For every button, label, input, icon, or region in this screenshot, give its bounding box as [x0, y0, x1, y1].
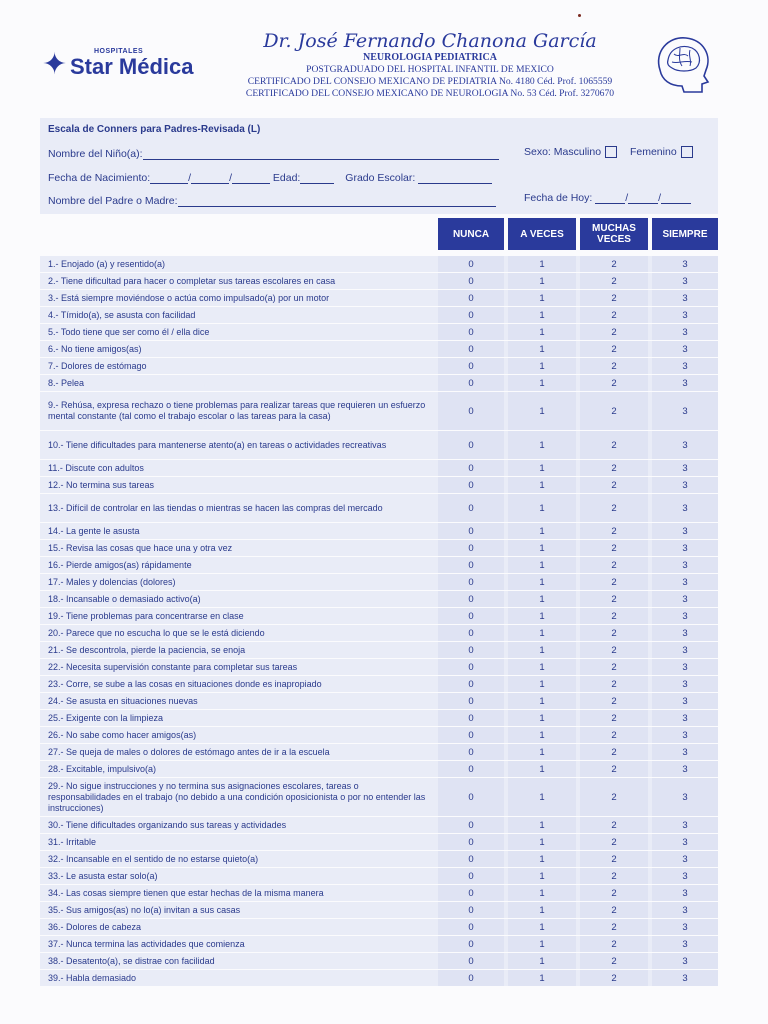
male-checkbox[interactable] [605, 146, 617, 158]
credential-line-3: CERTIFICADO DEL CONSEJO MEXICANO DE NEUROLOGIA No. 53 Céd. Prof. 3270670 [245, 88, 615, 99]
stray-mark [578, 14, 581, 17]
score-option-0[interactable]: 0 [438, 868, 504, 884]
child-name-line[interactable] [143, 149, 499, 160]
score-option-3[interactable]: 3 [652, 744, 718, 760]
score-option-0[interactable]: 0 [438, 693, 504, 709]
score-option-3[interactable]: 3 [652, 868, 718, 884]
table-row [40, 744, 718, 760]
score-option-3[interactable]: 3 [652, 523, 718, 539]
score-option-3[interactable]: 3 [652, 727, 718, 743]
question-text: 23.- Corre, se sube a las cosas en situaciones donde es inapropiado [48, 678, 322, 689]
dob-year-line[interactable] [232, 173, 270, 184]
score-option-0[interactable]: 0 [438, 710, 504, 726]
score-option-1[interactable]: 1 [508, 608, 576, 624]
table-row [40, 256, 718, 272]
score-option-3[interactable]: 3 [652, 392, 718, 430]
score-option-0[interactable]: 0 [438, 256, 504, 272]
score-option-0[interactable]: 0 [438, 642, 504, 658]
score-option-2[interactable]: 2 [580, 273, 648, 289]
score-option-2[interactable]: 2 [580, 817, 648, 833]
question-text: 28.- Excitable, impulsivo(a) [48, 763, 157, 774]
table-row [40, 936, 718, 952]
score-option-1[interactable]: 1 [508, 970, 576, 986]
question-text: 7.- Dolores de estómago [48, 360, 147, 371]
score-option-0[interactable]: 0 [438, 761, 504, 777]
form-title: Escala de Conners para Padres-Revisada (L) [48, 124, 261, 135]
score-option-2[interactable]: 2 [580, 307, 648, 323]
score-option-1[interactable]: 1 [508, 273, 576, 289]
score-option-3[interactable]: 3 [652, 885, 718, 901]
score-option-2[interactable]: 2 [580, 851, 648, 867]
head-brain-icon [648, 30, 716, 98]
score-option-1[interactable]: 1 [508, 761, 576, 777]
score-option-1[interactable]: 1 [508, 936, 576, 952]
question-text: 20.- Parece que no escucha lo que se le está diciendo [48, 627, 265, 638]
score-option-2[interactable]: 2 [580, 953, 648, 969]
today-sep-1: / [625, 192, 629, 204]
question-text: 8.- Pelea [48, 377, 85, 388]
score-option-3[interactable]: 3 [652, 477, 718, 493]
child-name-label: Nombre del Niño(a): [48, 148, 143, 160]
question-text: 14.- La gente le asusta [48, 525, 140, 536]
score-option-3[interactable]: 3 [652, 902, 718, 918]
question-text: 25.- Exigente con la limpieza [48, 712, 164, 723]
score-option-1[interactable]: 1 [508, 290, 576, 306]
table-row [40, 868, 718, 884]
score-option-1[interactable]: 1 [508, 778, 576, 816]
score-option-3[interactable]: 3 [652, 574, 718, 590]
question-text: 2.- Tiene dificultad para hacer o completar sus tareas escolares en casa [48, 275, 336, 286]
score-option-2[interactable]: 2 [580, 523, 648, 539]
question-text: 31.- Irritable [48, 836, 97, 847]
question-text: 13.- Difícil de controlar en las tiendas o mientras se hacen las compras del mercado [48, 502, 383, 513]
question-text: 4.- Tímido(a), se asusta con facilidad [48, 309, 196, 320]
score-option-2[interactable]: 2 [580, 778, 648, 816]
table-row [40, 375, 718, 391]
score-option-0[interactable]: 0 [438, 919, 504, 935]
score-option-0[interactable]: 0 [438, 834, 504, 850]
question-text: 36.- Dolores de cabeza [48, 921, 142, 932]
today-sep-2: / [658, 192, 662, 204]
specialty: NEUROLOGIA PEDIATRICA [363, 52, 497, 63]
table-row [40, 778, 718, 816]
today-label: Fecha de Hoy: [524, 192, 593, 204]
score-option-3[interactable]: 3 [652, 936, 718, 952]
score-option-0[interactable]: 0 [438, 324, 504, 340]
column-header-nunca: NUNCA [438, 218, 504, 250]
score-option-3[interactable]: 3 [652, 761, 718, 777]
logo-hospitales-text: HOSPITALES [94, 48, 144, 55]
question-text: 12.- No termina sus tareas [48, 479, 155, 490]
question-text: 10.- Tiene dificultades para mantenerse atento(a) en tareas o actividades recreativas [48, 439, 387, 450]
score-option-1[interactable]: 1 [508, 868, 576, 884]
score-option-0[interactable]: 0 [438, 727, 504, 743]
score-option-0[interactable]: 0 [438, 970, 504, 986]
question-text: 26.- No sabe como hacer amigos(as) [48, 729, 197, 740]
score-option-2[interactable]: 2 [580, 494, 648, 522]
score-option-2[interactable]: 2 [580, 256, 648, 272]
table-row [40, 625, 718, 641]
table-row [40, 885, 718, 901]
score-option-1[interactable]: 1 [508, 676, 576, 692]
score-option-3[interactable]: 3 [652, 676, 718, 692]
score-option-3[interactable]: 3 [652, 431, 718, 459]
score-option-0[interactable]: 0 [438, 817, 504, 833]
score-option-1[interactable]: 1 [508, 324, 576, 340]
table-row [40, 290, 718, 306]
question-text: 33.- Le asusta estar solo(a) [48, 870, 158, 881]
score-option-2[interactable]: 2 [580, 324, 648, 340]
score-option-0[interactable]: 0 [438, 477, 504, 493]
question-text: 38.- Desatento(a), se distrae con facilidad [48, 955, 215, 966]
score-option-2[interactable]: 2 [580, 341, 648, 357]
score-option-0[interactable]: 0 [438, 341, 504, 357]
parent-line[interactable] [178, 196, 496, 207]
table-row [40, 358, 718, 374]
score-option-1[interactable]: 1 [508, 523, 576, 539]
score-option-0[interactable]: 0 [438, 953, 504, 969]
table-row [40, 392, 718, 430]
question-text: 1.- Enojado (a) y resentido(a) [48, 258, 166, 269]
score-option-2[interactable]: 2 [580, 392, 648, 430]
score-option-0[interactable]: 0 [438, 676, 504, 692]
table-row [40, 540, 718, 556]
score-option-2[interactable]: 2 [580, 460, 648, 476]
score-option-2[interactable]: 2 [580, 744, 648, 760]
score-option-1[interactable]: 1 [508, 307, 576, 323]
table-row [40, 460, 718, 476]
column-header-a-veces: A VECES [508, 218, 576, 250]
score-option-0[interactable]: 0 [438, 885, 504, 901]
doctor-name: Dr. José Fernando Chanona García [263, 30, 597, 52]
score-option-3[interactable]: 3 [652, 460, 718, 476]
grade-line[interactable] [418, 173, 492, 184]
score-option-1[interactable]: 1 [508, 574, 576, 590]
score-option-0[interactable]: 0 [438, 659, 504, 675]
column-header-muchas-veces: MUCHAS VECES [580, 218, 648, 250]
table-row [40, 834, 718, 850]
table-row [40, 608, 718, 624]
question-text: 27.- Se queja de males o dolores de estómago antes de ir a la escuela [48, 746, 330, 757]
score-option-0[interactable]: 0 [438, 307, 504, 323]
dob-sep-2: / [229, 172, 232, 184]
question-text: 24.- Se asusta en situaciones nuevas [48, 695, 198, 706]
score-option-0[interactable]: 0 [438, 744, 504, 760]
sex-field [524, 146, 693, 158]
score-option-0[interactable]: 0 [438, 273, 504, 289]
score-option-3[interactable]: 3 [652, 494, 718, 522]
sex-male-label: Sexo: Masculino [524, 146, 602, 158]
score-option-0[interactable]: 0 [438, 290, 504, 306]
table-row [40, 970, 718, 986]
score-option-2[interactable]: 2 [580, 919, 648, 935]
score-option-3[interactable]: 3 [652, 324, 718, 340]
question-text: 19.- Tiene problemas para concentrarse en clase [48, 610, 244, 621]
table-row [40, 477, 718, 493]
score-option-0[interactable]: 0 [438, 375, 504, 391]
table-row [40, 642, 718, 658]
star-medica-logo [42, 48, 222, 88]
score-option-3[interactable]: 3 [652, 625, 718, 641]
score-option-2[interactable]: 2 [580, 727, 648, 743]
score-option-1[interactable]: 1 [508, 727, 576, 743]
score-option-3[interactable]: 3 [652, 591, 718, 607]
score-option-0[interactable]: 0 [438, 902, 504, 918]
score-option-1[interactable]: 1 [508, 744, 576, 760]
score-option-1[interactable]: 1 [508, 494, 576, 522]
table-row [40, 817, 718, 833]
score-option-0[interactable]: 0 [438, 494, 504, 522]
score-option-1[interactable]: 1 [508, 902, 576, 918]
score-option-1[interactable]: 1 [508, 953, 576, 969]
question-text: 29.- No sigue instrucciones y no termina sus asignaciones escolares, tareas o responsabilidades en el trabajo (no debido a una condición oposicionista o por no entender las instrucciones) [48, 780, 426, 813]
credential-line-2: CERTIFICADO DEL CONSEJO MEXICANO DE PEDIATRIA No. 4180 Céd. Prof. 1065559 [247, 76, 613, 87]
female-checkbox[interactable] [681, 146, 693, 158]
score-option-1[interactable]: 1 [508, 375, 576, 391]
score-option-2[interactable]: 2 [580, 693, 648, 709]
score-option-2[interactable]: 2 [580, 659, 648, 675]
question-text: 32.- Incansable en el sentido de no estarse quieto(a) [48, 853, 259, 864]
dob-day-line[interactable] [150, 173, 188, 184]
table-row [40, 659, 718, 675]
dob-sep-1: / [188, 172, 192, 184]
score-option-3[interactable]: 3 [652, 834, 718, 850]
score-option-3[interactable]: 3 [652, 290, 718, 306]
score-option-0[interactable]: 0 [438, 851, 504, 867]
score-option-1[interactable]: 1 [508, 341, 576, 357]
score-option-3[interactable]: 3 [652, 919, 718, 935]
score-option-3[interactable]: 3 [652, 693, 718, 709]
score-option-2[interactable]: 2 [580, 431, 648, 459]
score-option-2[interactable]: 2 [580, 290, 648, 306]
score-option-2[interactable]: 2 [580, 375, 648, 391]
score-option-1[interactable]: 1 [508, 710, 576, 726]
score-option-0[interactable]: 0 [438, 392, 504, 430]
child-name-field[interactable] [48, 148, 499, 160]
score-option-3[interactable]: 3 [652, 659, 718, 675]
score-option-0[interactable]: 0 [438, 523, 504, 539]
score-option-2[interactable]: 2 [580, 540, 648, 556]
table-row [40, 919, 718, 935]
score-option-3[interactable]: 3 [652, 970, 718, 986]
score-option-2[interactable]: 2 [580, 557, 648, 573]
question-text: 3.- Está siempre moviéndose o actúa como impulsado(a) por un motor [48, 292, 330, 303]
score-option-2[interactable]: 2 [580, 477, 648, 493]
parent-label: Nombre del Padre o Madre: [48, 195, 178, 207]
parent-field[interactable] [48, 195, 496, 207]
table-row [40, 324, 718, 340]
score-option-0[interactable]: 0 [438, 460, 504, 476]
table-row [40, 591, 718, 607]
table-row [40, 341, 718, 357]
score-option-0[interactable]: 0 [438, 608, 504, 624]
today-year-line[interactable] [661, 193, 691, 204]
score-option-2[interactable]: 2 [580, 902, 648, 918]
score-option-1[interactable]: 1 [508, 540, 576, 556]
dob-label: Fecha de Nacimiento: [48, 172, 151, 184]
score-option-3[interactable]: 3 [652, 375, 718, 391]
age-line[interactable] [300, 173, 334, 184]
question-text: 34.- Las cosas siempre tienen que estar hechas de la misma manera [48, 887, 324, 898]
table-row [40, 953, 718, 969]
score-option-1[interactable]: 1 [508, 817, 576, 833]
table-row [40, 307, 718, 323]
score-option-1[interactable]: 1 [508, 693, 576, 709]
score-option-2[interactable]: 2 [580, 710, 648, 726]
score-option-1[interactable]: 1 [508, 557, 576, 573]
table-row [40, 523, 718, 539]
score-option-1[interactable]: 1 [508, 919, 576, 935]
question-text: 22.- Necesita supervisión constante para completar sus tareas [48, 661, 298, 672]
sex-female-label: Femenino [629, 146, 677, 158]
score-option-1[interactable]: 1 [508, 642, 576, 658]
score-option-2[interactable]: 2 [580, 676, 648, 692]
score-option-1[interactable]: 1 [508, 834, 576, 850]
question-text: 9.- Rehúsa, expresa rechazo o tiene problemas para realizar tareas que requieren un esfuerzo mental constante (tal como el trabajo escolar o las tareas para la casa) [48, 400, 426, 421]
patient-info-form [40, 118, 718, 214]
question-text: 15.- Revisa las cosas que hace una y otra vez [48, 542, 233, 553]
score-option-0[interactable]: 0 [438, 625, 504, 641]
score-option-1[interactable]: 1 [508, 591, 576, 607]
today-field[interactable] [524, 192, 691, 204]
column-header-siempre: SIEMPRE [652, 218, 718, 250]
score-option-3[interactable]: 3 [652, 608, 718, 624]
table-row [40, 557, 718, 573]
score-option-3[interactable]: 3 [652, 778, 718, 816]
score-option-2[interactable]: 2 [580, 936, 648, 952]
score-option-2[interactable]: 2 [580, 625, 648, 641]
score-option-3[interactable]: 3 [652, 273, 718, 289]
question-text: 16.- Pierde amigos(as) rápidamente [48, 559, 192, 570]
today-month-line[interactable] [628, 193, 658, 204]
score-option-2[interactable]: 2 [580, 761, 648, 777]
score-option-3[interactable]: 3 [652, 817, 718, 833]
question-text: 11.- Discute con adultos [48, 462, 144, 473]
question-text: 6.- No tiene amigos(as) [48, 343, 142, 354]
score-option-2[interactable]: 2 [580, 642, 648, 658]
question-text: 21.- Se descontrola, pierde la paciencia, se enoja [48, 644, 246, 655]
table-row [40, 902, 718, 918]
score-option-2[interactable]: 2 [580, 885, 648, 901]
table-row [40, 851, 718, 867]
score-option-1[interactable]: 1 [508, 460, 576, 476]
table-row [40, 761, 718, 777]
score-option-1[interactable]: 1 [508, 358, 576, 374]
score-option-3[interactable]: 3 [652, 341, 718, 357]
table-row [40, 574, 718, 590]
score-option-2[interactable]: 2 [580, 591, 648, 607]
score-option-0[interactable]: 0 [438, 936, 504, 952]
score-option-1[interactable]: 1 [508, 256, 576, 272]
credential-line-1: POSTGRADUADO DEL HOSPITAL INFANTIL DE MEXICO [306, 64, 554, 75]
score-option-1[interactable]: 1 [508, 431, 576, 459]
score-option-1[interactable]: 1 [508, 477, 576, 493]
question-text: 37.- Nunca termina las actividades que comienza [48, 938, 245, 949]
score-option-1[interactable]: 1 [508, 885, 576, 901]
table-row [40, 273, 718, 289]
score-option-0[interactable]: 0 [438, 574, 504, 590]
logo-brand-text: Star Médica [70, 54, 194, 79]
score-option-3[interactable]: 3 [652, 256, 718, 272]
table-row [40, 710, 718, 726]
question-text: 39.- Habla demasiado [48, 972, 137, 983]
table-row [40, 727, 718, 743]
age-label: Edad: [272, 172, 301, 184]
score-option-2[interactable]: 2 [580, 868, 648, 884]
score-option-0[interactable]: 0 [438, 540, 504, 556]
table-row [40, 676, 718, 692]
letterhead [230, 30, 630, 100]
score-option-3[interactable]: 3 [652, 358, 718, 374]
grade-label: Grado Escolar: [345, 172, 416, 184]
score-option-2[interactable]: 2 [580, 608, 648, 624]
today-day-line[interactable] [595, 193, 625, 204]
score-option-0[interactable]: 0 [438, 431, 504, 459]
score-option-1[interactable]: 1 [508, 851, 576, 867]
score-option-3[interactable]: 3 [652, 642, 718, 658]
score-option-1[interactable]: 1 [508, 659, 576, 675]
table-row [40, 494, 718, 522]
score-option-0[interactable]: 0 [438, 557, 504, 573]
score-option-1[interactable]: 1 [508, 392, 576, 430]
score-option-1[interactable]: 1 [508, 625, 576, 641]
question-text: 5.- Todo tiene que ser como él / ella dice [48, 326, 210, 337]
question-text: 35.- Sus amigos(as) no lo(a) invitan a sus casas [48, 904, 241, 915]
score-option-0[interactable]: 0 [438, 591, 504, 607]
score-option-2[interactable]: 2 [580, 358, 648, 374]
score-option-3[interactable]: 3 [652, 851, 718, 867]
score-option-3[interactable]: 3 [652, 557, 718, 573]
question-text: 17.- Males y dolencias (dolores) [48, 576, 176, 587]
score-option-0[interactable]: 0 [438, 778, 504, 816]
dob-field[interactable] [48, 172, 492, 184]
score-option-3[interactable]: 3 [652, 307, 718, 323]
score-option-2[interactable]: 2 [580, 834, 648, 850]
score-option-3[interactable]: 3 [652, 953, 718, 969]
dob-month-line[interactable] [191, 173, 229, 184]
score-option-3[interactable]: 3 [652, 710, 718, 726]
question-text: 30.- Tiene dificultades organizando sus tareas y actividades [48, 819, 287, 830]
score-option-0[interactable]: 0 [438, 358, 504, 374]
score-option-2[interactable]: 2 [580, 574, 648, 590]
score-option-3[interactable]: 3 [652, 540, 718, 556]
star-logo-icon: ✦ [42, 48, 68, 81]
table-row [40, 431, 718, 459]
question-text: 18.- Incansable o demasiado activo(a) [48, 593, 201, 604]
score-option-2[interactable]: 2 [580, 970, 648, 986]
table-row [40, 693, 718, 709]
